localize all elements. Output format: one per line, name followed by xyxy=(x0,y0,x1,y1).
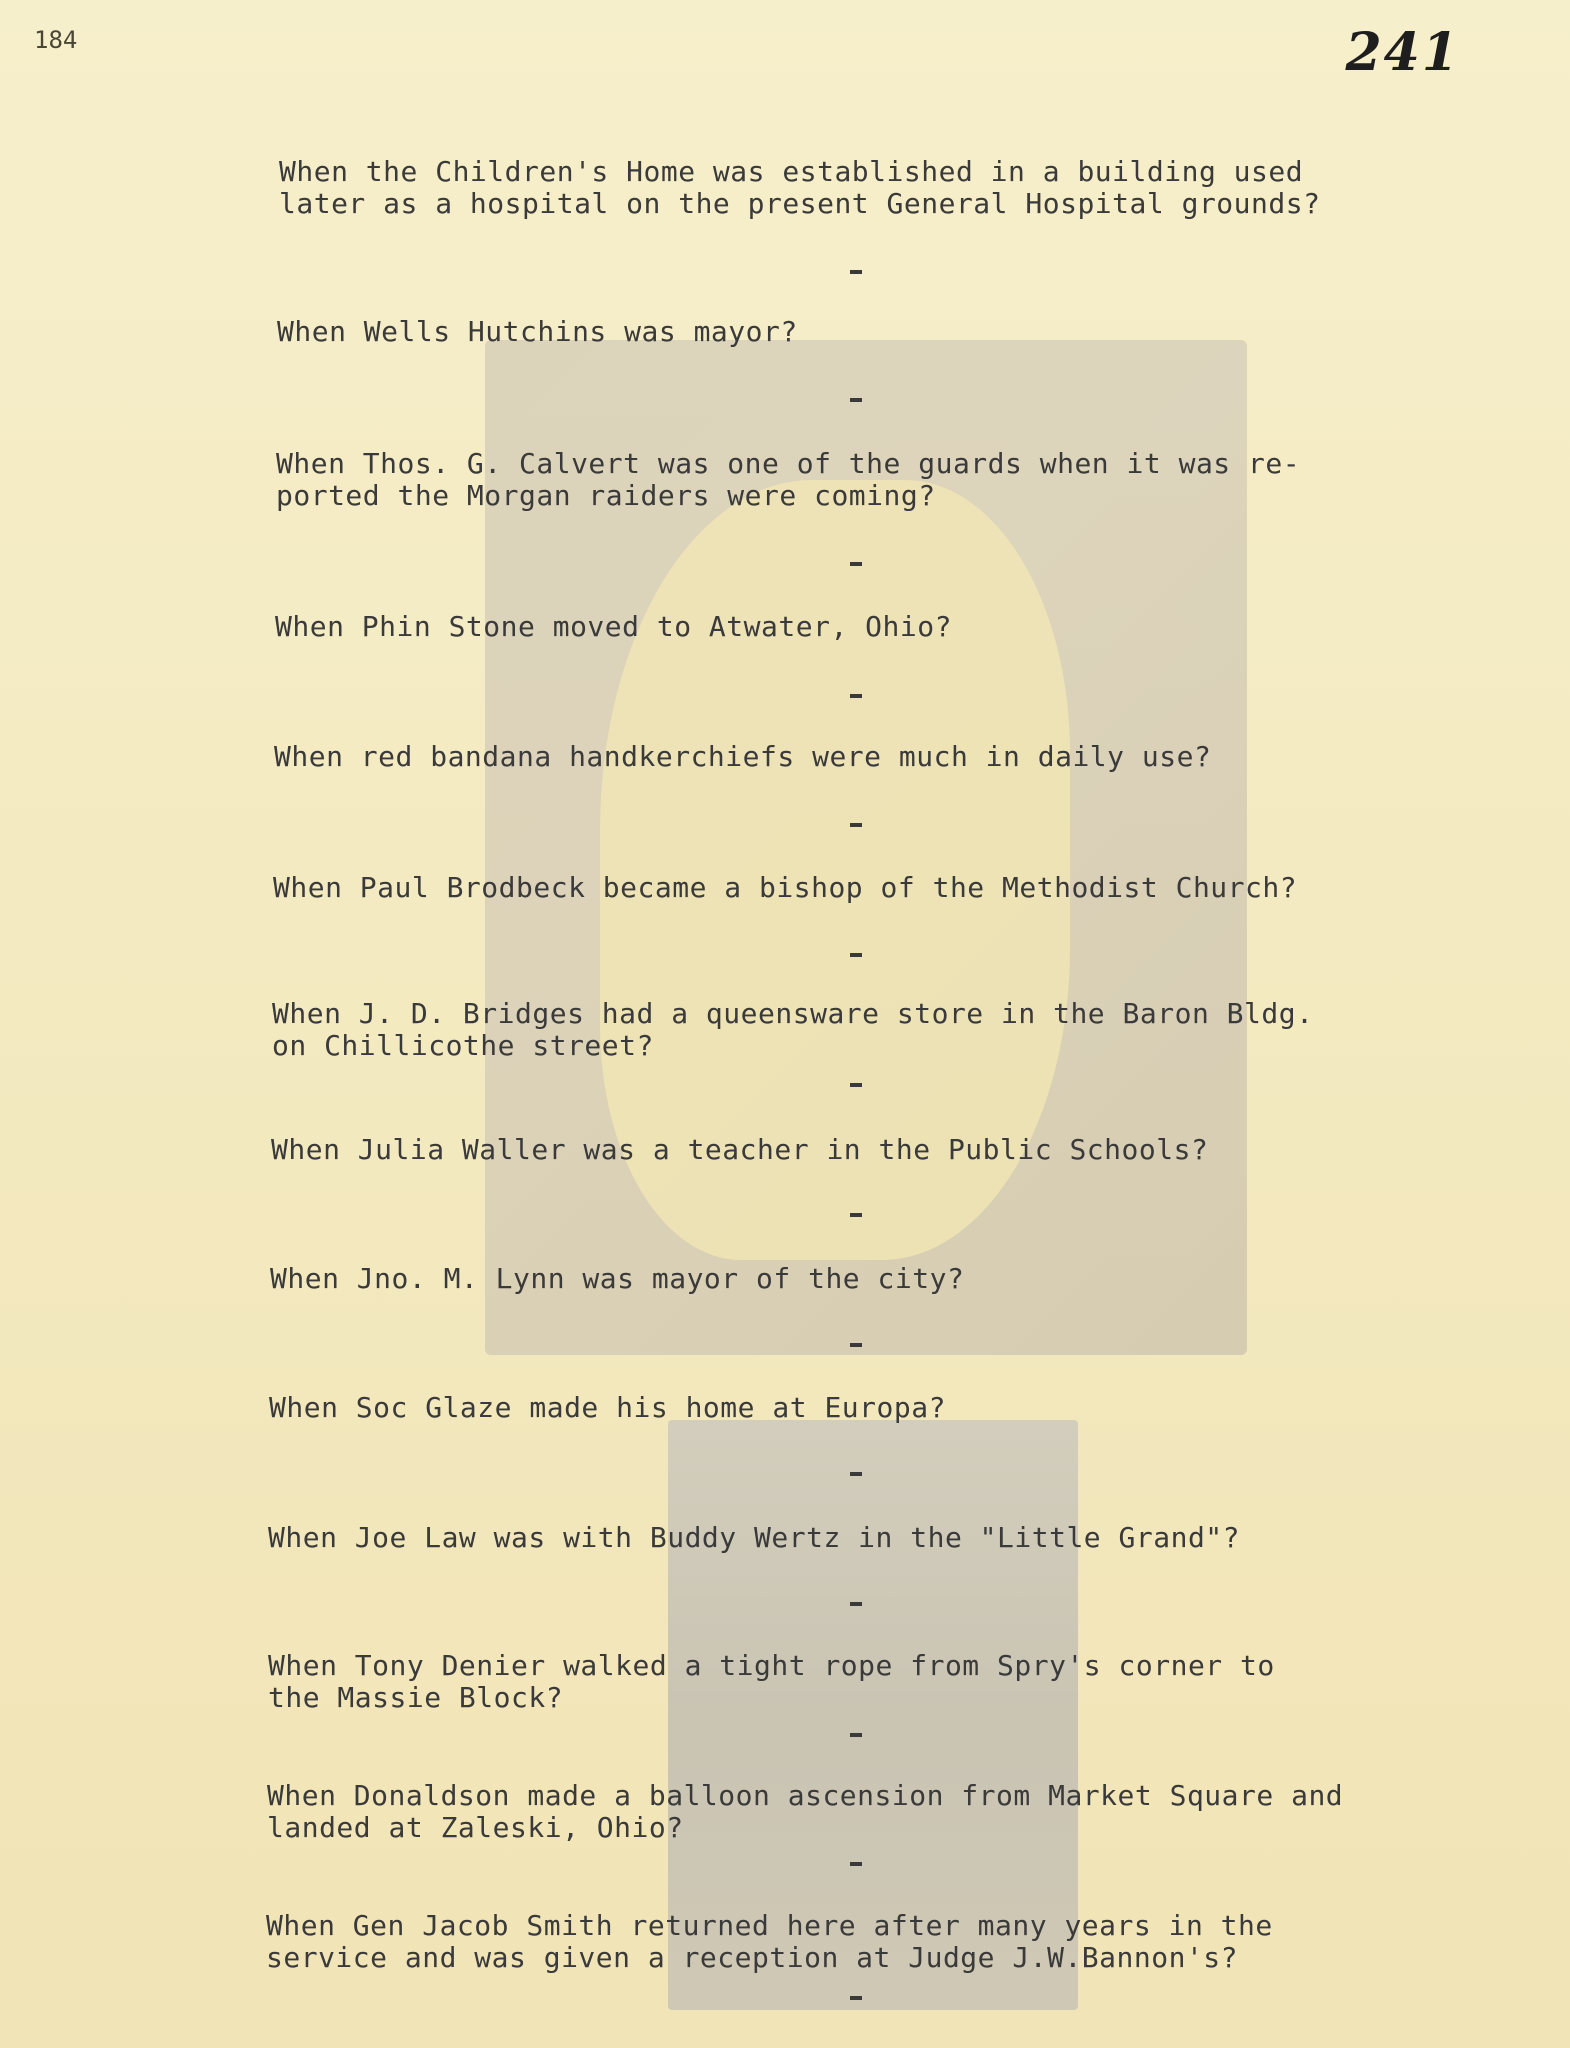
entry-line: ported the Morgan raiders were coming? xyxy=(276,479,936,512)
separator-dash xyxy=(850,1213,862,1217)
entry-4: When Phin Stone moved to Atwater, Ohio? xyxy=(275,610,952,643)
folio-number: 241 xyxy=(1345,22,1460,83)
separator-dash xyxy=(850,1862,862,1866)
entry-line: landed at Zaleski, Ohio? xyxy=(267,1811,684,1844)
entry-line: When Tony Denier walked a tight rope from Spry's corner to xyxy=(268,1649,1275,1682)
separator-dash xyxy=(850,1343,862,1347)
entry-13 xyxy=(267,1780,1343,1844)
entry-9: When Jno. M. Lynn was mayor of the city? xyxy=(270,1262,965,1295)
entry-7 xyxy=(272,998,1313,1062)
entry-6: When Paul Brodbeck became a bishop of the Methodist Church? xyxy=(273,871,1298,904)
entry-11: When Joe Law was with Buddy Wertz in the "Little Grand"? xyxy=(268,1521,1241,1554)
page-number: 184 xyxy=(34,26,78,54)
entry-line: later as a hospital on the present General Hospital grounds? xyxy=(279,187,1321,220)
entry-line: When J. D. Bridges had a queensware store in the Baron Bldg. xyxy=(272,997,1314,1030)
separator-dash xyxy=(850,953,862,957)
separator-dash xyxy=(850,398,862,402)
separator-dash xyxy=(850,1083,862,1087)
entry-3 xyxy=(276,448,1300,512)
entry-line: on Chillicothe street? xyxy=(272,1029,654,1062)
separator-dash xyxy=(850,694,862,698)
entry-10: When Soc Glaze made his home at Europa? xyxy=(269,1391,946,1424)
entry-1 xyxy=(279,156,1320,220)
entry-line: When Thos. G. Calvert was one of the guards when it was re- xyxy=(276,447,1301,480)
entry-2: When Wells Hutchins was mayor? xyxy=(277,315,798,348)
separator-dash xyxy=(850,823,862,827)
entry-8: When Julia Waller was a teacher in the Public Schools? xyxy=(271,1133,1209,1166)
entry-line: When the Children's Home was established in a building used xyxy=(279,155,1304,188)
entry-line: When Gen Jacob Smith returned here after many years in the xyxy=(266,1909,1273,1942)
separator-dash xyxy=(850,1602,862,1606)
separator-dash xyxy=(850,1996,862,2000)
entry-line: service and was given a reception at Judge J.W.Bannon's? xyxy=(266,1941,1239,1974)
separator-dash xyxy=(850,270,862,274)
separator-dash xyxy=(850,562,862,566)
entry-line: When Donaldson made a balloon ascension from Market Square and xyxy=(267,1779,1344,1812)
separator-dash xyxy=(850,1472,862,1476)
entry-line: the Massie Block? xyxy=(268,1681,564,1714)
entry-12 xyxy=(268,1650,1275,1714)
entry-14 xyxy=(266,1910,1273,1974)
separator-dash xyxy=(850,1733,862,1737)
entry-5: When red bandana handkerchiefs were much in daily use? xyxy=(274,740,1212,773)
